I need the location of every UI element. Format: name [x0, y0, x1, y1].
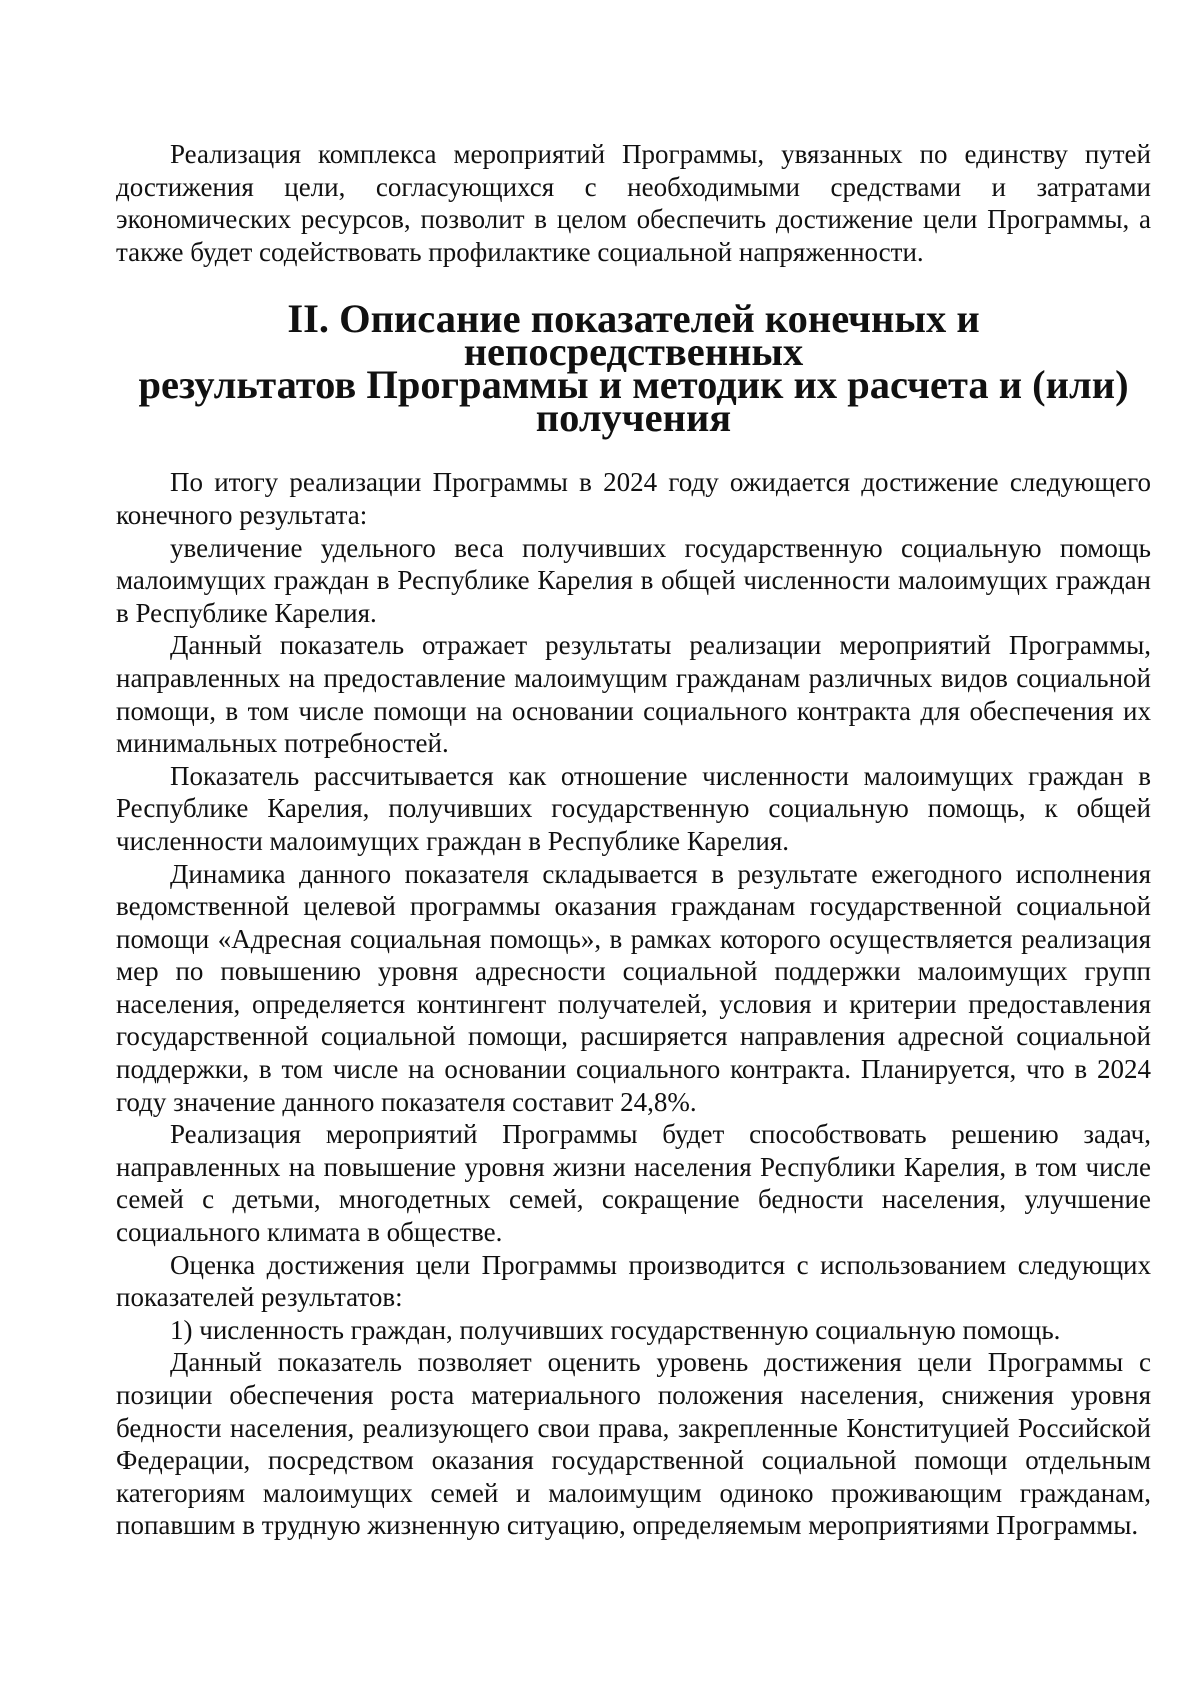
paragraph-final-result-indicator: увеличение удельного веса получивших государственную социальную помощь малоимущих граждан в Республике Карелия в общей численности малоимущих граждан в Республике Карелия.	[116, 532, 1151, 628]
paragraph-goal-assessment: Оценка достижения цели Программы производится с использованием следующих показателей результатов:	[116, 1249, 1151, 1313]
paragraph-indicator-reflects: Данный показатель отражает результаты реализации мероприятий Программы, направленных на предоставление малоимущим гражданам различных видов социальной помощи, в том числе помощи на основании социального контракта для обеспечения их минимальных потребностей.	[116, 630, 1151, 759]
section-heading-line-1: II. Описание показателей конечных и непосредственных	[287, 296, 980, 375]
list-item-indicator-1: 1) численность граждан, получивших государственную социальную помощь.	[170, 1314, 1061, 1345]
paragraph-expected-result: По итогу реализации Программы в 2024 году ожидается достижение следующего конечного результата:	[116, 467, 1151, 530]
intro-paragraph: Реализация комплекса мероприятий Программы, увязанных по единству путей достижения цели, согласующихся с необходимыми средствами и затратами экономических ресурсов, позволит в целом обеспечить достижение цели Программы, а также будет содействовать профилактике социальной напряженности.	[116, 139, 1151, 267]
paragraph-indicator-dynamics: Динамика данного показателя складывается в результате ежегодного исполнения ведомственной целевой программы оказания гражданам государственной социальной помощи «Адресная социальная помощь», в рамках которого осуществляется реализация мер по повышению уровня адресности социальной поддержки малоимущих групп населения, определяется контингент получателей, условия и критерии предоставления государственной социальной помощи, расширяется направления адресной социальной поддержки, в том числе на основании социального контракта. Планируется, что в 2024 году значение данного показателя составит 24,8%.	[116, 858, 1151, 1117]
paragraph-indicator-1-description: Данный показатель позволяет оценить уровень достижения цели Программы с позиции обеспечения роста материального положения населения, снижения уровня бедности населения, реализующего свои права, закрепленные Конституцией Российской Федерации, посредством оказания государственной социальной помощи отдельным категориям малоимущих семей и малоимущим одиноко проживающим гражданам, попавшим в трудную жизненную ситуацию, определяемым мероприятиями Программы.	[116, 1347, 1151, 1541]
section-heading-line-2: результатов Программы и методик их расчета и (или) получения	[138, 362, 1129, 441]
paragraph-program-effect: Реализация мероприятий Программы будет способствовать решению задач, направленных на повышение уровня жизни населения Республики Карелия, в том числе семей с детьми, многодетных семей, сокращение бедности населения, улучшение социального климата в обществе.	[116, 1119, 1151, 1248]
document-page	[116, 138, 1151, 1542]
section-heading	[116, 296, 1151, 441]
paragraph-indicator-calculation: Показатель рассчитывается как отношение численности малоимущих граждан в Республике Карелия, получивших государственную социальную помощь, к общей численности малоимущих граждан в Республике Карелия.	[116, 760, 1151, 856]
